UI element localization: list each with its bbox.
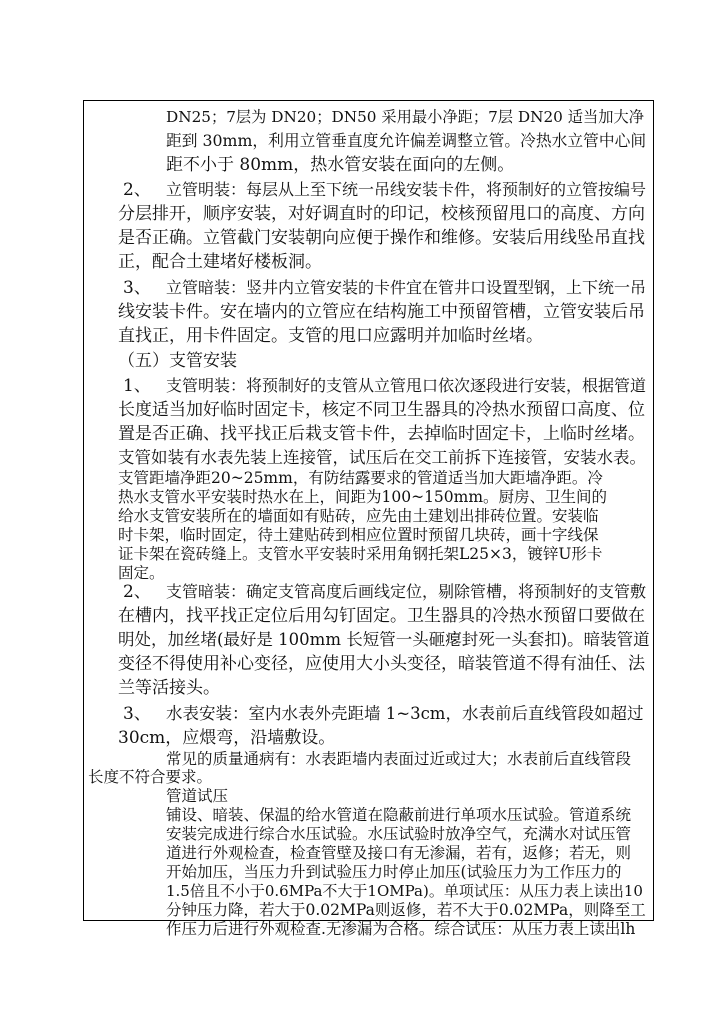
text-line: 在槽内，找平找正定位后用勾钉固定。卫生器具的冷热水预留口要做在 [118, 606, 645, 626]
text-line: 支管如装有水表先装上连接管，试压后在交工前拆下连接管，安装水表。 [118, 448, 646, 467]
text-line: 30cm，应煨弯，沿墙敷设。 [118, 728, 336, 748]
text-line: 常见的质量通病有：水表距墙内表面过近或过大；水表前后直线管段 [166, 750, 632, 768]
text-line: 兰等活接头。 [118, 678, 220, 698]
text-line: 分钟压力降，若大于0.02MPa则返修，若不大于0.02MPa，则降至工 [166, 901, 646, 919]
section-heading: （五）支管安装 [118, 351, 237, 371]
text-line: 热水支管水平安装时热水在上，间距为100~150mm。厨房、卫生间的 [118, 488, 608, 506]
list-number: 3、 [123, 278, 151, 298]
text-line: 道进行外观检查，检查管壁及接口有无渗漏，若有，返修；若无，则 [166, 844, 632, 862]
text-line: 长度适当加好临时固定卡，核定不同卫生器具的冷热水预留口高度、位 [118, 400, 645, 420]
text-line: 置是否正确、找平找正后栽支管卡件，去掉临时固定卡，上临时丝堵。 [118, 424, 645, 444]
text-line: 距到 30mm，利用立管垂直度允许偏差调整立管。冷热水立管中心间 [166, 131, 647, 150]
text-line: 给水支管安装所在的墙面如有贴砖，应先由土建划出排砖位置。安装临 [118, 507, 599, 525]
section-heading: 管道试压 [166, 787, 229, 805]
text-line: 支管距墙净距20~25mm，有防结露要求的管道适当加大距墙净距。冷 [118, 469, 603, 487]
list-number: 1、 [123, 376, 151, 396]
text-line: DN25；7层为 DN20；DN50 采用最小净距；7层 DN20 适当加大净 [166, 108, 644, 126]
text-line: 距不小于 80mm，热水管安装在面向的左侧。 [166, 155, 515, 175]
text-line: 安装完成进行综合水压试验。水压试验时放净空气，充满水对试压管 [166, 825, 632, 843]
text-line: 明处，加丝堵(最好是 100mm 长短管一头砸瘪封死一头套扣)。暗装管道 [118, 630, 650, 649]
text-line: 支管明装：将预制好的支管从立管甩口依次逐段进行安装，根据管道 [166, 376, 647, 395]
text-line: 开始加压，当压力升到试验压力时停止加压(试验压力为工作压力的 [166, 863, 622, 881]
list-number: 2、 [123, 180, 151, 200]
text-line: 支管暗装：确定支管高度后画线定位，剔除管槽，将预制好的支管敷 [166, 582, 647, 601]
text-line: 铺设、暗装、保温的给水管道在隐蔽前进行单项水压试验。管道系统 [166, 806, 632, 824]
text-line: 1.5倍且不小于0.6MPa不大于1OMPa)。单项试压：从压力表上读出10 [166, 882, 643, 900]
text-line: 作压力后进行外观检查.无渗漏为合格。综合试压：从压力表上读出lh [166, 920, 636, 938]
list-number: 3、 [123, 704, 151, 724]
text-line: 直找正，用卡件固定。支管的甩口应露明并加临时丝堵。 [118, 326, 543, 346]
text-line: 水表安装：室内水表外壳距墙 1~3cm，水表前后直线管段如超过 [166, 704, 644, 723]
text-line: 时卡架，临时固定，待土建贴砖到相应位置时预留几块砖，画十字线保 [118, 526, 599, 544]
text-line: 变径不得使用补心变径，应使用大小头变径，暗装管道不得有油任、法 [118, 654, 645, 674]
text-line: 分层排开，顺序安装，对好调直时的印记，校核预留甩口的高度、方向 [118, 204, 645, 224]
text-line: 线安装卡件。安在墙内的立管应在结构施工中预留管槽，立管安装后吊 [118, 302, 645, 322]
text-line: 长度不符合要求。 [88, 768, 213, 786]
text-line: 立管明装：每层从上至下统一吊线安装卡件，将预制好的立管按编号 [166, 180, 647, 199]
text-line: 是否正确。立管截门安装朝向应便于操作和维修。安装后用线坠吊直找 [118, 228, 645, 248]
text-line: 立管暗装：竖井内立管安装的卡件宜在管井口设置型钢，上下统一吊 [166, 278, 647, 297]
text-line: 正，配合土建堵好楼板洞。 [118, 252, 322, 272]
text-line: 固定。 [118, 564, 165, 582]
text-line: 证卡架在瓷砖缝上。支管水平安装时采用角钢托架L25×3，镀锌U形卡 [118, 545, 603, 563]
list-number: 2、 [123, 582, 151, 602]
